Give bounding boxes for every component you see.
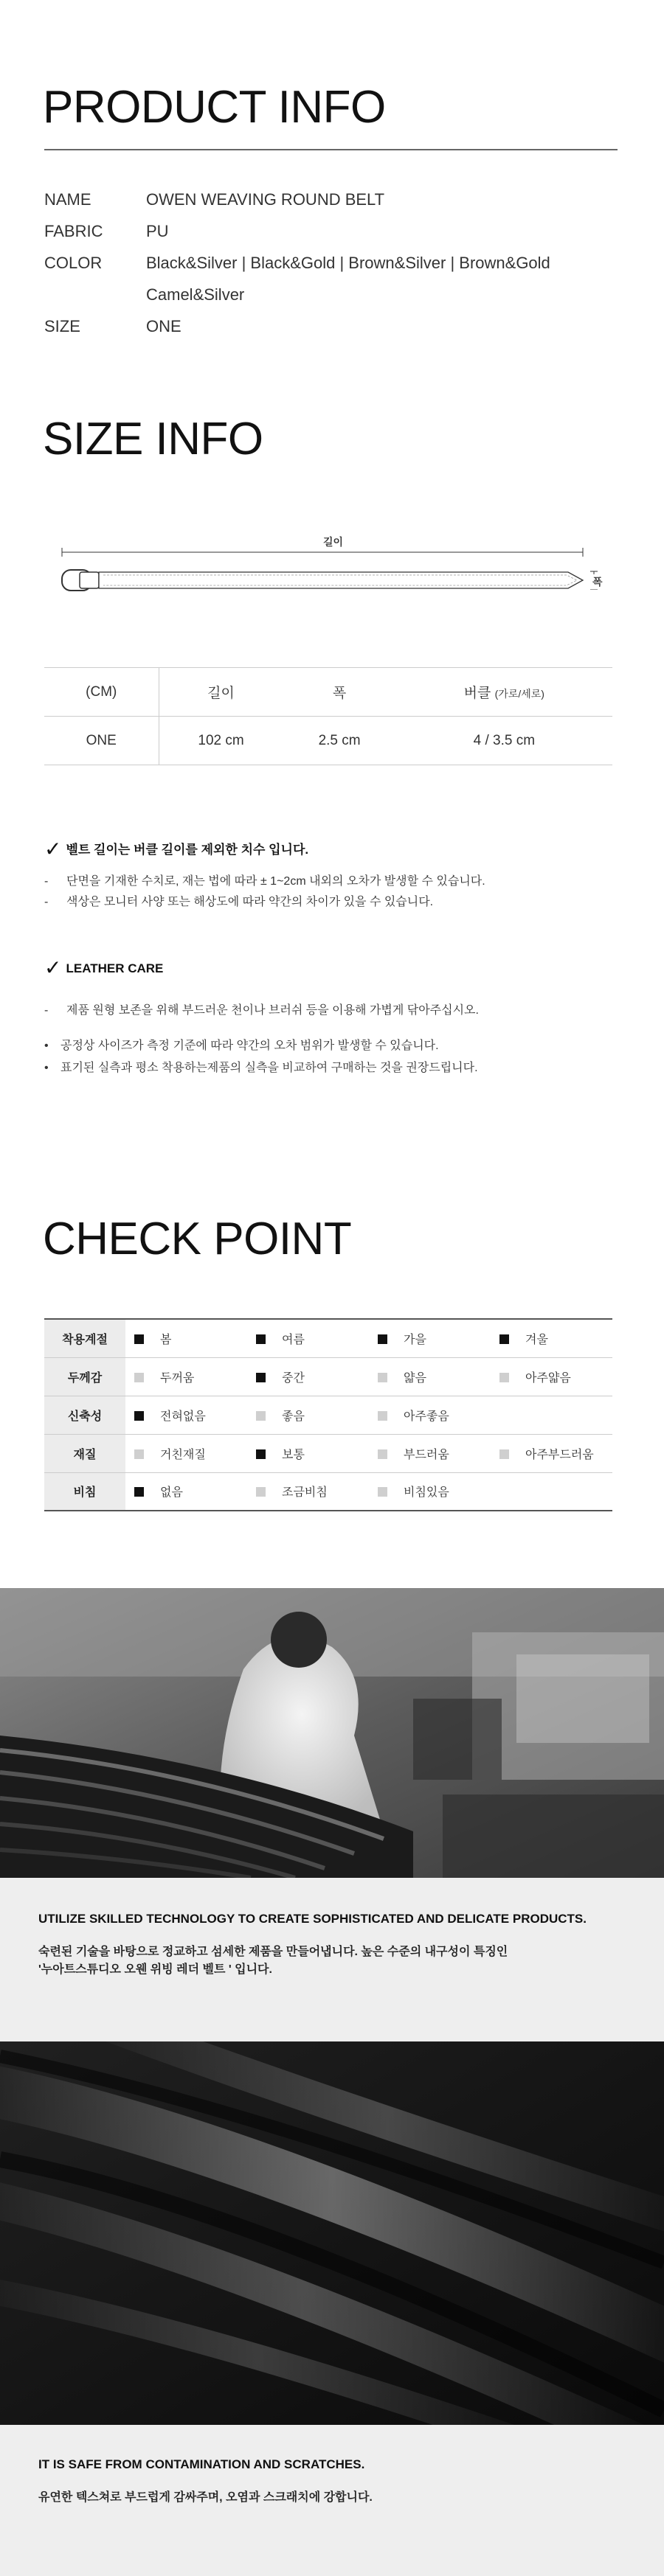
- check-point-heading: CHECK POINT: [43, 1214, 352, 1264]
- unchecked-box-icon: [378, 1449, 387, 1459]
- check-point-table: [44, 1318, 612, 1511]
- workshop-photo: [0, 1588, 664, 1878]
- length-label: 길이: [323, 536, 344, 548]
- info-key: COLOR: [44, 254, 103, 272]
- belt-note-title-text: 벨트 길이는 버클 길이를 제외한 치수 입니다.: [66, 843, 309, 857]
- check-option: [247, 1472, 369, 1511]
- check-option-label: 없음: [160, 1486, 183, 1500]
- workshop-caption-band: [0, 1878, 664, 2041]
- product-info-heading: PRODUCT INFO: [43, 82, 386, 133]
- check-option-label: 봄: [160, 1333, 172, 1346]
- care-note-line: - 제품 원형 보존을 위해 부드러운 천이나 브러쉬 등을 이용해 가볍게 닦아주십시오.: [44, 1004, 479, 1017]
- check-option: [125, 1472, 247, 1511]
- width-label: 폭: [590, 574, 603, 589]
- checked-box-icon: [134, 1487, 144, 1497]
- check-option-label: 중간: [282, 1371, 305, 1385]
- check-option: [369, 1434, 491, 1472]
- check-option: [125, 1357, 247, 1396]
- unchecked-box-icon: [134, 1449, 144, 1459]
- note-text: 색상은 모니터 사양 또는 해상도에 따라 약간의 차이가 있을 수 있습니다.: [66, 896, 434, 908]
- leather-photo: [0, 2041, 664, 2425]
- size-table-header: [44, 668, 612, 717]
- note-text: 제품 원형 보존을 위해 부드러운 천이나 브러쉬 등을 이용해 가볍게 닦아주십시오.: [66, 1004, 479, 1017]
- belt-note-line: - 색상은 모니터 사양 또는 해상도에 따라 약간의 차이가 있을 수 있습니다.: [44, 896, 434, 908]
- size-header-width: 폭: [283, 668, 396, 717]
- note-text: 표기된 실측과 평소 착용하는제품의 실측을 비교하여 구매하는 것을 권장드립니다.: [60, 1062, 478, 1074]
- check-option-label: 조금비침: [282, 1486, 328, 1500]
- info-value: OWEN WEAVING ROUND BELT: [146, 190, 385, 209]
- leather-caption-band: [0, 2425, 664, 2576]
- check-option: [369, 1319, 491, 1357]
- size-cell: 4 / 3.5 cm: [396, 717, 612, 765]
- note-text: 단면을 기재한 수치로, 재는 법에 따라 ± 1~2cm 내외의 오차가 발생할 수 있습니다.: [66, 875, 485, 888]
- check-option-label: 좋음: [282, 1410, 305, 1423]
- unchecked-box-icon: [378, 1487, 387, 1497]
- size-info-heading: SIZE INFO: [43, 414, 263, 464]
- unchecked-box-icon: [499, 1373, 509, 1382]
- workshop-caption-line1: 숙련된 기술을 바탕으로 정교하고 섬세한 제품을 만들어냅니다. 높은 수준의 내구성이 특징인: [38, 1946, 508, 1958]
- info-key: SIZE: [44, 317, 80, 335]
- info-value: PU: [146, 222, 169, 240]
- checked-box-icon: [256, 1449, 266, 1459]
- checked-box-icon: [499, 1334, 509, 1344]
- belt-diagram: [52, 535, 612, 608]
- size-table: [44, 667, 612, 765]
- check-option: [491, 1396, 612, 1434]
- note-text: 공정상 사이즈가 측정 기준에 따라 약간의 오차 범위가 발생할 수 있습니다.: [60, 1040, 439, 1052]
- check-option-label: 겨울: [525, 1333, 548, 1346]
- check-row: [44, 1396, 612, 1434]
- belt-note-title: [44, 837, 308, 861]
- info-key: NAME: [44, 190, 91, 209]
- check-option-label: 가을: [404, 1333, 426, 1346]
- info-value: Black&Silver | Black&Gold | Brown&Silver | Brown&Gold: [146, 254, 550, 272]
- workshop-caption-line2: '누아트스튜디오 오웬 위빙 레더 벨트 ' 입니다.: [38, 1963, 272, 1976]
- check-option-label: 아주좋음: [404, 1410, 449, 1423]
- size-header-length: 길이: [159, 668, 283, 717]
- bullet-line: • 공정상 사이즈가 측정 기준에 따라 약간의 오차 범위가 발생할 수 있습니다.: [44, 1040, 439, 1052]
- check-option: [125, 1319, 247, 1357]
- unchecked-box-icon: [256, 1411, 266, 1421]
- care-note-title-text: LEATHER CARE: [66, 961, 164, 975]
- checked-box-icon: [134, 1411, 144, 1421]
- leather-caption-line1: 유연한 텍스쳐로 부드럽게 감싸주며, 오염과 스크래치에 강합니다.: [38, 2491, 373, 2504]
- check-row-label: 두께감: [44, 1357, 125, 1396]
- check-row: [44, 1357, 612, 1396]
- size-table-row: [44, 717, 612, 765]
- size-cell: ONE: [44, 717, 159, 765]
- check-row: [44, 1434, 612, 1472]
- check-option: [247, 1396, 369, 1434]
- checked-box-icon: [256, 1373, 266, 1382]
- check-option-label: 얇음: [404, 1371, 426, 1385]
- info-key: FABRIC: [44, 222, 103, 240]
- check-option-label: 여름: [282, 1333, 305, 1346]
- check-row: [44, 1319, 612, 1357]
- check-option-label: 아주부드러움: [525, 1448, 594, 1461]
- size-cell: 102 cm: [159, 717, 283, 765]
- checked-box-icon: [134, 1334, 144, 1344]
- check-option: [125, 1434, 247, 1472]
- check-option: [491, 1434, 612, 1472]
- info-value: ONE: [146, 317, 181, 335]
- check-option: [247, 1357, 369, 1396]
- check-option: [125, 1396, 247, 1434]
- unchecked-box-icon: [499, 1449, 509, 1459]
- check-option-label: 전혀없음: [160, 1410, 206, 1423]
- size-cell: 2.5 cm: [283, 717, 396, 765]
- check-option-label: 거친재질: [160, 1448, 206, 1461]
- check-option-label: 두꺼움: [160, 1371, 195, 1385]
- check-option: [491, 1357, 612, 1396]
- check-option: [491, 1319, 612, 1357]
- workshop-image: [0, 1588, 664, 1878]
- check-option-label: 부드러움: [404, 1448, 449, 1461]
- unchecked-box-icon: [134, 1373, 144, 1382]
- check-icon: ✓: [44, 838, 62, 860]
- check-option: [369, 1472, 491, 1511]
- product-info-divider: [44, 149, 618, 150]
- check-option: [369, 1396, 491, 1434]
- buckle-label: 버클: [463, 686, 491, 701]
- check-icon: ✓: [44, 956, 62, 979]
- size-header-buckle: [396, 668, 612, 717]
- check-option: [247, 1319, 369, 1357]
- size-header-unit: (CM): [44, 668, 159, 717]
- check-option: [369, 1357, 491, 1396]
- unchecked-box-icon: [378, 1411, 387, 1421]
- care-note-title: [44, 955, 163, 980]
- checked-box-icon: [378, 1334, 387, 1344]
- unchecked-box-icon: [378, 1373, 387, 1382]
- buckle-suffix: (가로/세로): [494, 688, 544, 700]
- check-option: [491, 1472, 612, 1511]
- leather-image: [0, 2041, 664, 2425]
- check-row: [44, 1472, 612, 1511]
- check-row-label: 착용계절: [44, 1319, 125, 1357]
- check-row-label: 재질: [44, 1434, 125, 1472]
- checked-box-icon: [256, 1334, 266, 1344]
- check-option-label: 비침있음: [404, 1486, 449, 1500]
- leather-caption-title: IT IS SAFE FROM CONTAMINATION AND SCRATCHES.: [38, 2457, 365, 2471]
- check-row-label: 비침: [44, 1472, 125, 1511]
- info-value: Camel&Silver: [146, 285, 245, 304]
- unchecked-box-icon: [256, 1487, 266, 1497]
- check-option-label: 보통: [282, 1448, 305, 1461]
- check-row-label: 신축성: [44, 1396, 125, 1434]
- check-option-label: 아주얇음: [525, 1371, 571, 1385]
- workshop-caption-title: UTILIZE SKILLED TECHNOLOGY TO CREATE SOPHISTICATED AND DELICATE PRODUCTS.: [38, 1912, 587, 1926]
- check-option: [247, 1434, 369, 1472]
- bullet-line: • 표기된 실측과 평소 착용하는제품의 실측을 비교하여 구매하는 것을 권장드립니다.: [44, 1062, 478, 1074]
- belt-note-line: - 단면을 기재한 수치로, 재는 법에 따라 ± 1~2cm 내외의 오차가 발생할 수 있습니다.: [44, 875, 485, 888]
